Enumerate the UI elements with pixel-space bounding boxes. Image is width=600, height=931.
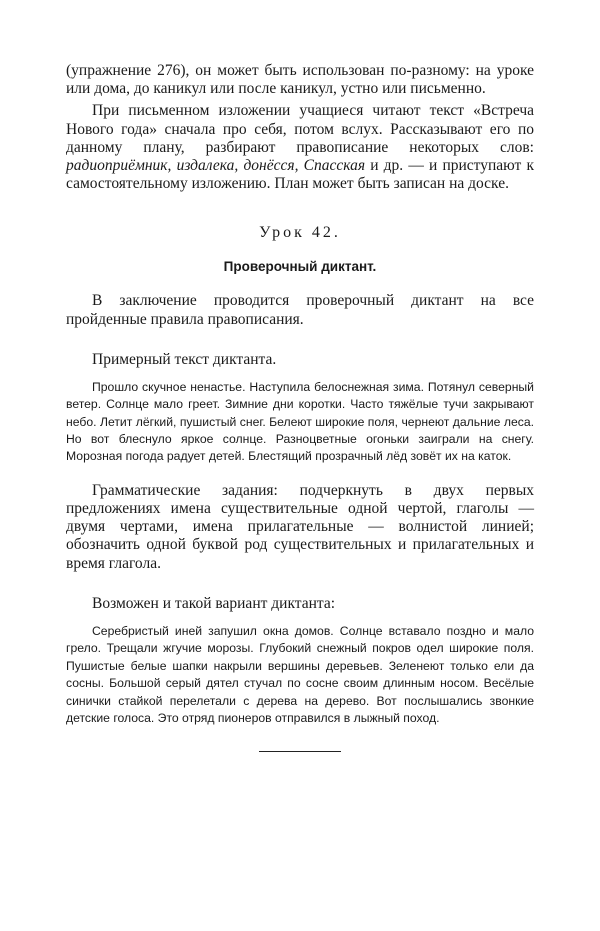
lesson-subtitle: Проверочный диктант. — [223, 259, 377, 275]
document-page — [66, 62, 534, 752]
sample-1-heading: Примерный текст диктанта. — [92, 350, 277, 368]
intro-paragraph-1: (упражнение 276), он может быть использован по-разному: на уроке или дома, до каникул или после каникул, устно или письменно. — [66, 62, 534, 98]
intro-paragraph-2-start: При письменном изложении учащиеся читают текст «Встреча Нового года» сначала про себя, потом вслух. Рассказывают его по данному плану, разбирают правописание некоторых слов: — [66, 102, 534, 156]
intro-paragraph-2 — [66, 102, 534, 193]
sample-2-text: Серебристый иней запушил окна домов. Солнце вставало поздно и мало грело. Трещали жгучие морозы. Глубокий снежный покров одел широкие поля. Пушистые белые шапки накрыли вершины деревьев. Зеленеют только ели да сосны. Большой серый дятел стучал по сосне своим длинным носом. Весёлые синички стайкой перелетали с дерева на дерево. Вот послышались звонкие детские голоса. Это отряд пионеров отправился в лыжный поход. — [66, 623, 534, 725]
end-rule — [259, 751, 341, 752]
sample-1-text: Прошло скучное ненастье. Наступила белоснежная зима. Потянул северный ветер. Солнце мало греет. Зимние дни коротки. Часто тяжёлые тучи закрывают небо. Летит лёгкий, пушистый снег. Белеют широкие поля, чернеют дальние леса. Но вот блеснуло яркое солнце. Разноцветные огоньки заиграли на снегу. Морозная погода радует детей. Блестящий прозрачный лёд зовёт их на каток. — [66, 379, 534, 464]
lesson-intro: В заключение проводится проверочный диктант на все пройденные правила правописания. — [66, 292, 534, 328]
sample-2-heading: Возможен и такой вариант диктанта: — [92, 594, 336, 612]
intro-paragraph-2-italic-words: радиоприёмник, издалека, донёсся, Спасская — [66, 157, 366, 175]
grammar-task: Грамматические задания: подчеркнуть в двух первых предложениях имена существительные одной чертой, глаголы — двумя чертами, имена прилагательные — волнистой линией; обозначить одной буквой род существительных и прилагательных и время глагола. — [66, 481, 534, 572]
intro-paragraph-2-end: и др. — и приступают к самостоятельному изложению. План может быть записан на доске. — [66, 157, 534, 193]
lesson-title: Урок 42. — [259, 224, 341, 242]
